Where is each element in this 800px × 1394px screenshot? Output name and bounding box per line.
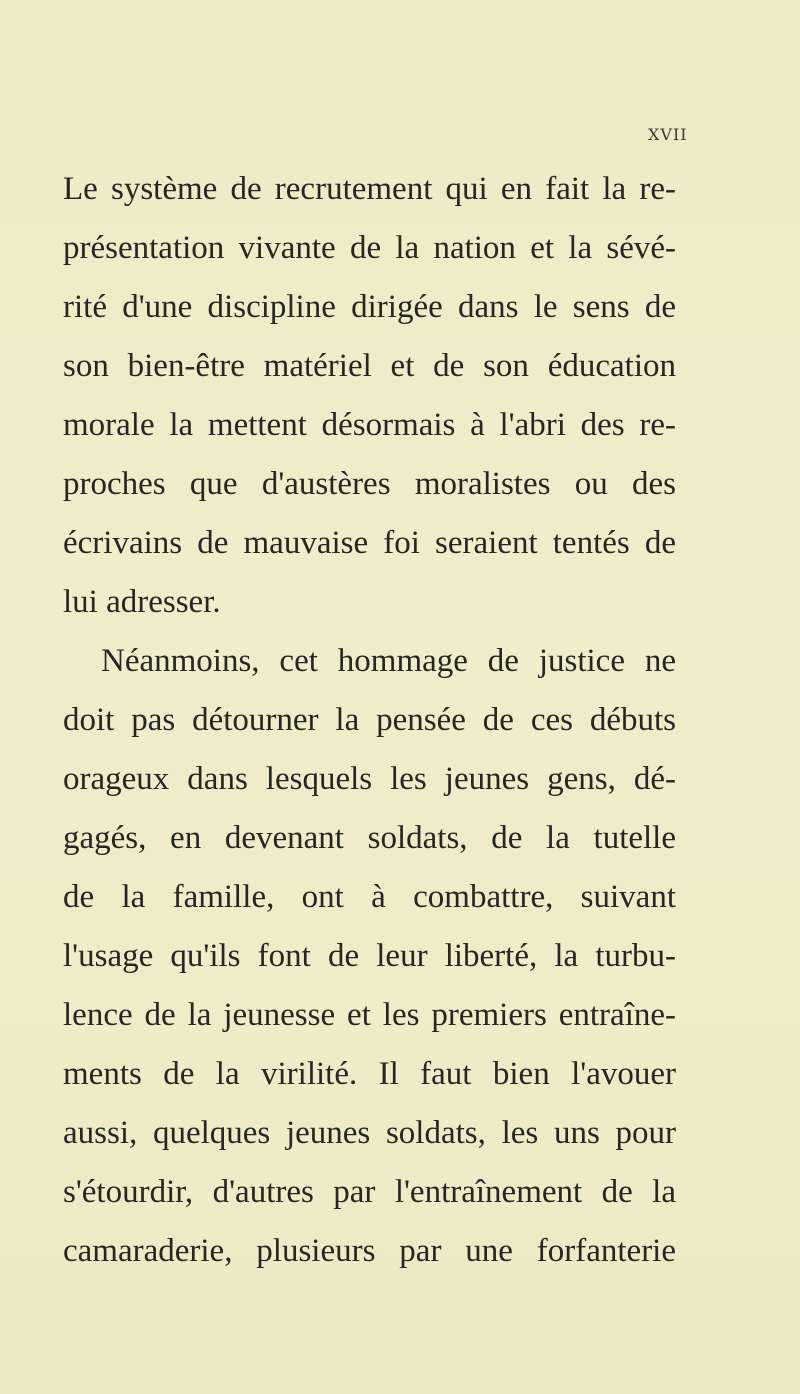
text-line: s'étourdir, d'autres par l'entraînement de la xyxy=(63,1174,676,1210)
text-line: de la famille, ont à combattre, suivant xyxy=(63,879,676,915)
text-line: lui adresser. xyxy=(63,584,221,620)
text-line: écrivains de mauvaise foi seraient tentés de xyxy=(63,525,676,561)
text-line: proches que d'austères moralistes ou des xyxy=(63,466,676,502)
text-line: son bien-être matériel et de son éducation xyxy=(63,348,676,384)
text-line: morale la mettent désormais à l'abri des re- xyxy=(63,407,676,443)
text-line: présentation vivante de la nation et la sévé- xyxy=(63,230,676,266)
text-line: camaraderie, plusieurs par une forfanterie xyxy=(63,1233,676,1269)
text-line: l'usage qu'ils font de leur liberté, la turbu- xyxy=(63,938,676,974)
text-line: orageux dans lesquels les jeunes gens, dé- xyxy=(63,761,676,797)
text-line: aussi, quelques jeunes soldats, les uns pour xyxy=(63,1115,676,1151)
paragraph-start-line: Néanmoins, cet hommage de justice ne xyxy=(101,643,676,679)
text-line: lence de la jeunesse et les premiers entraîne- xyxy=(63,997,676,1033)
text-line: gagés, en devenant soldats, de la tutelle xyxy=(63,820,676,856)
page-number: XVII xyxy=(648,125,688,144)
text-line: rité d'une discipline dirigée dans le sens de xyxy=(63,289,676,325)
text-line: Le système de recrutement qui en fait la re- xyxy=(63,171,676,207)
text-line: doit pas détourner la pensée de ces débuts xyxy=(63,702,676,738)
text-line: ments de la virilité. Il faut bien l'avouer xyxy=(63,1056,676,1092)
